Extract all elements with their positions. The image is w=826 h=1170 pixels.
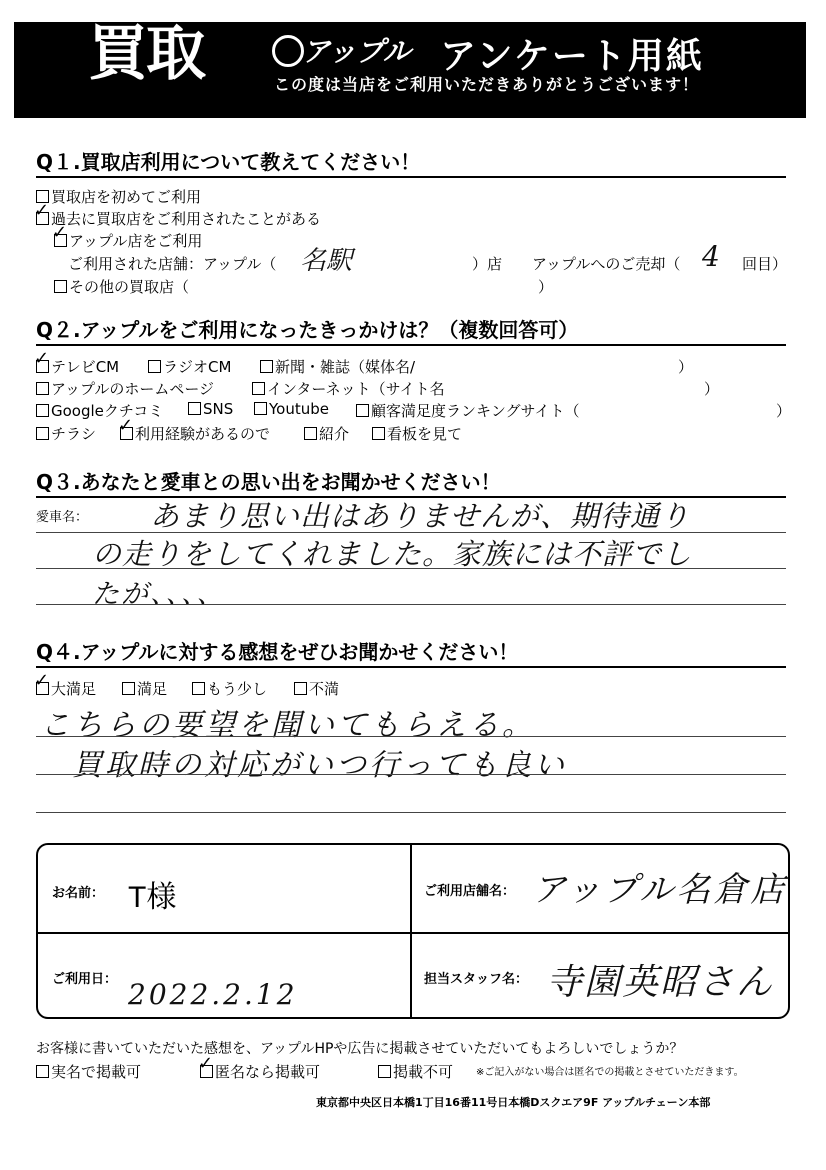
checkbox[interactable] bbox=[148, 360, 161, 373]
q1-option-other[interactable]: その他の買取店（ bbox=[54, 276, 189, 297]
checkbox[interactable] bbox=[260, 360, 273, 373]
checkbox[interactable] bbox=[356, 404, 369, 417]
checkbox[interactable] bbox=[192, 682, 205, 695]
q2-option-sign[interactable]: 看板を見て bbox=[372, 423, 462, 444]
q1-option-past[interactable]: 過去に買取店をご利用されたことがある bbox=[36, 208, 321, 229]
q1-option-first[interactable]: 買取店を初めてご利用 bbox=[36, 186, 201, 207]
q4-answer-rule bbox=[36, 774, 786, 775]
card-divider-horizontal bbox=[36, 932, 788, 934]
q4-option-satisfied[interactable]: 満足 bbox=[122, 678, 167, 699]
store-value[interactable]: アップル名倉店 bbox=[532, 870, 788, 910]
q1-store-value[interactable]: 名駅 bbox=[300, 246, 353, 276]
staff-label: 担当スタッフ名： bbox=[424, 972, 529, 987]
date-label: ご利用日： bbox=[52, 972, 118, 987]
q2-option-internet[interactable]: インターネット（サイト名 bbox=[252, 378, 445, 399]
q2-title: Q２.アップルをご利用になったきっかけは？（複数回答可） bbox=[36, 318, 579, 342]
checkbox[interactable] bbox=[36, 382, 49, 395]
q4-option-unsatisfied[interactable]: 不満 bbox=[294, 678, 339, 699]
q3-answer-rule bbox=[36, 604, 786, 605]
publish-option-real[interactable]: 実名で掲載可 bbox=[36, 1061, 141, 1082]
checkbox[interactable] bbox=[36, 1065, 49, 1078]
hq-address: 東京都中央区日本橋1丁目16番11号日本橋Dスクエア9F アップルチェーン本部 bbox=[316, 1096, 711, 1109]
q1-underline bbox=[36, 176, 786, 178]
q3-answer-line3[interactable]: たが、、、、 bbox=[92, 579, 226, 610]
checkmark-icon: ✓ bbox=[34, 670, 50, 691]
staff-value[interactable]: 寺園英昭さん bbox=[546, 962, 775, 1003]
form-title: アンケート用紙 bbox=[440, 36, 704, 77]
q4-answer-rule bbox=[36, 812, 786, 813]
apple-logo-text: アップル bbox=[302, 35, 411, 68]
checkbox[interactable] bbox=[378, 1065, 391, 1078]
q1-store-suffix: ）店 bbox=[472, 255, 503, 273]
checkbox[interactable] bbox=[36, 427, 49, 440]
q4-underline bbox=[36, 666, 786, 668]
q2-option-news[interactable]: 新聞・雑誌（媒体名/ bbox=[260, 356, 415, 377]
q4-answer-line1[interactable]: こちらの要望を聞いてもらえる。 bbox=[40, 708, 535, 743]
q2-underline bbox=[36, 344, 786, 346]
q3-car-label: 愛車名： bbox=[36, 510, 89, 525]
q4-title: Q４.アップルに対する感想をぜひお聞かせください！ bbox=[36, 640, 519, 664]
publish-note: ※ご記入がない場合は匿名での掲載とさせていただきます。 bbox=[476, 1067, 744, 1078]
publish-option-anon[interactable]: 匿名なら掲載可 bbox=[200, 1061, 320, 1082]
q1-option-apple[interactable]: アップル店をご利用 bbox=[54, 230, 202, 251]
q1-sell-value[interactable]: 4 bbox=[702, 240, 720, 273]
q2-option-sns[interactable]: SNS bbox=[188, 400, 233, 418]
q2-option-experience[interactable]: 利用経験があるので bbox=[120, 423, 270, 444]
q2-ranking-close: ） bbox=[776, 402, 792, 420]
checkbox[interactable] bbox=[54, 280, 67, 293]
kaitori-logo-text: 買取 bbox=[88, 19, 204, 89]
checkbox[interactable] bbox=[36, 404, 49, 417]
checkmark-icon: ✓ bbox=[34, 200, 50, 221]
date-value[interactable]: 2022.2.12 bbox=[128, 978, 298, 1011]
q2-option-google[interactable]: Googleクチコミ bbox=[36, 400, 163, 421]
name-label: お名前： bbox=[52, 886, 105, 901]
checkbox[interactable] bbox=[254, 402, 267, 415]
q2-option-radio[interactable]: ラジオCM bbox=[148, 356, 231, 377]
store-label: ご利用店舗名： bbox=[424, 884, 516, 899]
checkbox[interactable] bbox=[188, 402, 201, 415]
q3-answer-line1[interactable]: あまり思い出はありませんが、期待通り bbox=[150, 499, 691, 533]
q3-answer-line2[interactable]: の走りをしてくれました。家族には不評でし bbox=[92, 537, 693, 571]
form-subtitle: この度は当店をご利用いただきありがとうございます！ bbox=[274, 75, 700, 94]
q2-option-homepage[interactable]: アップルのホームページ bbox=[36, 378, 214, 399]
q4-option-very[interactable]: 大満足 bbox=[36, 678, 96, 699]
q2-option-tv[interactable]: テレビCM bbox=[36, 356, 119, 377]
q1-sell-suffix: 回目） bbox=[742, 255, 788, 273]
q2-option-ranking[interactable]: 顧客満足度ランキングサイト（ bbox=[356, 400, 580, 421]
checkbox[interactable] bbox=[122, 682, 135, 695]
apple-logo-icon bbox=[272, 35, 304, 67]
q4-answer-line2[interactable]: 買取時の対応がいつ行っても良い bbox=[72, 748, 567, 783]
checkbox[interactable] bbox=[372, 427, 385, 440]
q2-option-youtube[interactable]: Youtube bbox=[254, 400, 329, 418]
card-divider-vertical bbox=[410, 845, 412, 1017]
checkmark-icon: ✓ bbox=[52, 222, 68, 243]
q1-sell-prefix: アップルへのご売却（ bbox=[532, 255, 681, 273]
publish-option-no[interactable]: 掲載不可 bbox=[378, 1061, 453, 1082]
checkbox[interactable] bbox=[294, 682, 307, 695]
q1-store-prefix: ご利用された店舗：アップル（ bbox=[68, 255, 277, 273]
checkmark-icon: ✓ bbox=[198, 1053, 214, 1074]
name-value[interactable]: T様 bbox=[128, 881, 177, 914]
q2-news-close: ） bbox=[678, 358, 694, 376]
q2-option-intro[interactable]: 紹介 bbox=[304, 423, 349, 444]
q1-title: Q１.買取店利用について教えてください！ bbox=[36, 150, 421, 174]
checkmark-icon: ✓ bbox=[34, 348, 50, 369]
q2-option-flyer[interactable]: チラシ bbox=[36, 423, 96, 444]
q1-other-close: ） bbox=[538, 278, 554, 296]
publish-question: お客様に書いていただいた感想を、アップルHPや広告に掲載させていただいてもよろしいでしょうか？ bbox=[36, 1041, 684, 1057]
q2-internet-close: ） bbox=[704, 380, 720, 398]
checkbox[interactable] bbox=[304, 427, 317, 440]
q3-title: Q３.あなたと愛車との思い出をお聞かせください！ bbox=[36, 470, 501, 494]
checkmark-icon: ✓ bbox=[118, 415, 134, 436]
q4-option-little[interactable]: もう少し bbox=[192, 678, 267, 699]
q3-answer-rule bbox=[36, 568, 786, 569]
q4-answer-rule bbox=[36, 736, 786, 737]
checkbox[interactable] bbox=[252, 382, 265, 395]
